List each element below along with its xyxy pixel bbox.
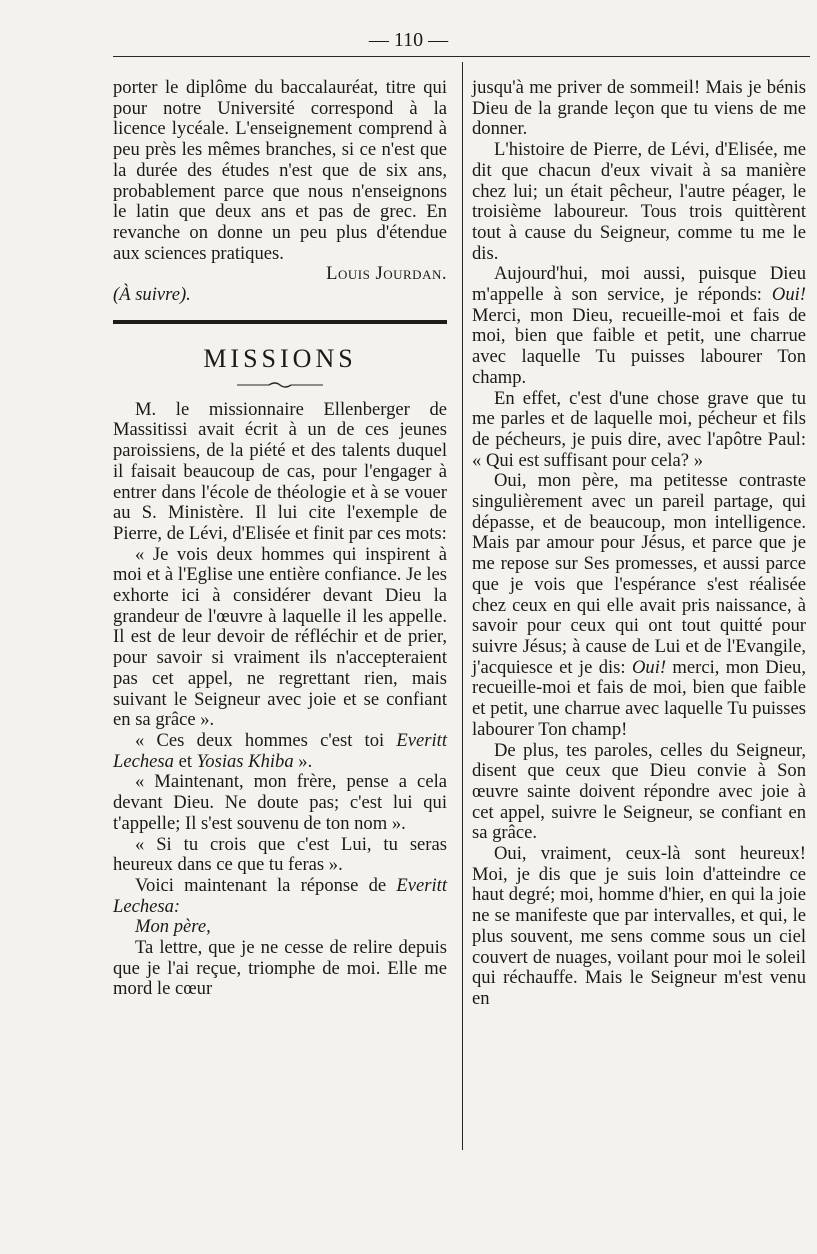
names-middle: et — [173, 750, 197, 772]
page-number: — 110 — — [368, 29, 449, 51]
oui-1-lead: Aujourd'hui, moi aussi, puisque Dieu m'appelle à son service, je réponds: — [472, 263, 806, 306]
body-paragraph: « Si tu crois que c'est Lui, tu seras heureux dans ce que tu feras ». — [113, 833, 447, 876]
oui-2-lead: Oui, mon père, ma petitesse contraste singulièrement avec un pareil partage, qui dépasse, et de beaucoup, mon intelligence. Mais par amour pour Jésus, et parce que je me repose sur Ses promesses, et aussi parce que je vois que l'espérance s'est réalisée chez ceux en qui elle avait pris naissance, à savoir pour ceux qui ont tout quitté pour suivre Jésus; à cause de Lui et de l'Evangile, j'acquiesce et je dis: — [472, 470, 806, 678]
name-yosias: Yosias Khiba — [196, 750, 294, 772]
letter-paragraph: L'histoire de Pierre, de Lévi, d'Elisée, me dit que chacun d'eux vivait à sa manière chez lui; un était pêcheur, l'autre péager, le troisième laboureur. Tous trois quittèrent tout à cause du Seigneur, comme tu me le dis. — [472, 139, 806, 264]
reply-intro-lead: Voici maintenant la réponse de — [135, 874, 397, 896]
oui-2-tail: merci, mon Dieu, recueille-moi et fais de moi, bien que faible et petit, une charrue avec laquelle Tu puisses labourer Ton champ! — [472, 656, 806, 740]
letter-paragraph-oui-1 — [472, 264, 806, 388]
salutation-text: Mon père, — [135, 916, 211, 938]
ornament-divider — [235, 380, 325, 390]
name-everitt: Everitt Lechesa — [113, 729, 447, 772]
letter-paragraph: De plus, tes paroles, celles du Seigneur, disent que ceux que Dieu convie à Son œuvre sainte doivent répondre avec joie à cet appel, suivre le Seigneur, se confiant en sa grâce. — [472, 739, 806, 844]
to-follow-text: (À suivre). — [113, 284, 191, 306]
reply-author-name: Everitt Lechesa: — [113, 874, 447, 917]
body-paragraph: M. le missionnaire Ellenberger de Massitissi avait écrit à un de ces jeunes paroissiens, de la piété et des talents duquel il faisait beaucoup de cas, pour l'engager à entrer dans l'école de théologie et à se vouer au S. Ministère. Il lui cite l'exemple de Pierre, de Lévi, d'Elisée et finit par ces mots: — [113, 398, 447, 544]
letter-continuation: jusqu'à me priver de sommeil! Mais je bénis Dieu de la grande leçon que tu viens de me donner. — [472, 77, 806, 140]
oui-2-word: Oui! — [631, 656, 667, 678]
letter-paragraph-paul: En effet, c'est d'une chose grave que tu me parles et de laquelle moi, pécheur et fils de pécheurs, je puis dire, avec l'apôtre Paul: « Qui est suffisant pour cela? » — [472, 387, 806, 471]
body-paragraph: « Maintenant, mon frère, pense a cela devant Dieu. Ne doute pas; c'est lui qui t'appelle; Il s'est souvenu de ton nom ». — [113, 771, 447, 834]
letter-salutation — [113, 917, 447, 938]
section-title: MISSIONS — [203, 343, 357, 373]
letter-paragraph: Ta lettre, que je ne cesse de relire depuis que je l'ai reçue, triomphe de moi. Elle me mord le cœur — [113, 937, 447, 1000]
continuation-paragraph: porter le diplôme du baccalauréat, titre qui pour notre Université correspond à la licence lycéale. L'enseignement comprend à peu près les mêmes branches, si ce n'est que la durée des études n'est que de six ans, probablement parce que nous n'enseignons le latin que deux ans et pas de grec. En revanche on donne un peu plus d'étendue aux sciences pratiques. — [113, 77, 447, 264]
header-rule — [113, 56, 810, 57]
column-divider — [462, 62, 463, 1150]
names-lead: « Ces deux hommes c'est toi — [135, 729, 397, 751]
to-follow-note — [113, 285, 447, 306]
names-tail: ». — [293, 750, 313, 772]
names-paragraph — [113, 731, 447, 772]
letter-paragraph: Oui, vraiment, ceux-là sont heureux! Moi, je dis que je suis loin d'atteindre ce haut degré; moi, homme d'hier, en qui la joie ne se manifeste que par intervalles, et qui, le plus souvent, me sens comme sous un ciel couvert de nuages, voilant pour moi le soleil qui réchauffe. Mais le Seigneur m'est venu en — [472, 843, 806, 1009]
reply-intro — [113, 876, 447, 917]
right-column — [472, 78, 806, 1010]
letter-paragraph-oui-2 — [472, 471, 806, 740]
body-paragraph: « Je vois deux hommes qui inspirent à moi et à l'Eglise une entière confiance. Je les exhorte ici à considérer devant Dieu la grandeur de l'œuvre à laquelle il les appelle. Il est de leur devoir de réfléchir et de prier, pour savoir si vraiment ils n'accepteraient pas cet appel, ne regrettant rien, mais suivant le Seigneur avec joie et se confiant en sa grâce ». — [113, 543, 447, 731]
author-signature: Louis Jourdan. — [326, 263, 447, 285]
oui-1-tail: Merci, mon Dieu, recueille-moi et fais de moi, bien que faible et petit, une charrue avec laquelle Tu puisses labourer Ton champ. — [472, 304, 806, 388]
left-column — [113, 78, 447, 1000]
section-separator — [113, 320, 447, 324]
oui-1-word: Oui! — [771, 284, 806, 306]
